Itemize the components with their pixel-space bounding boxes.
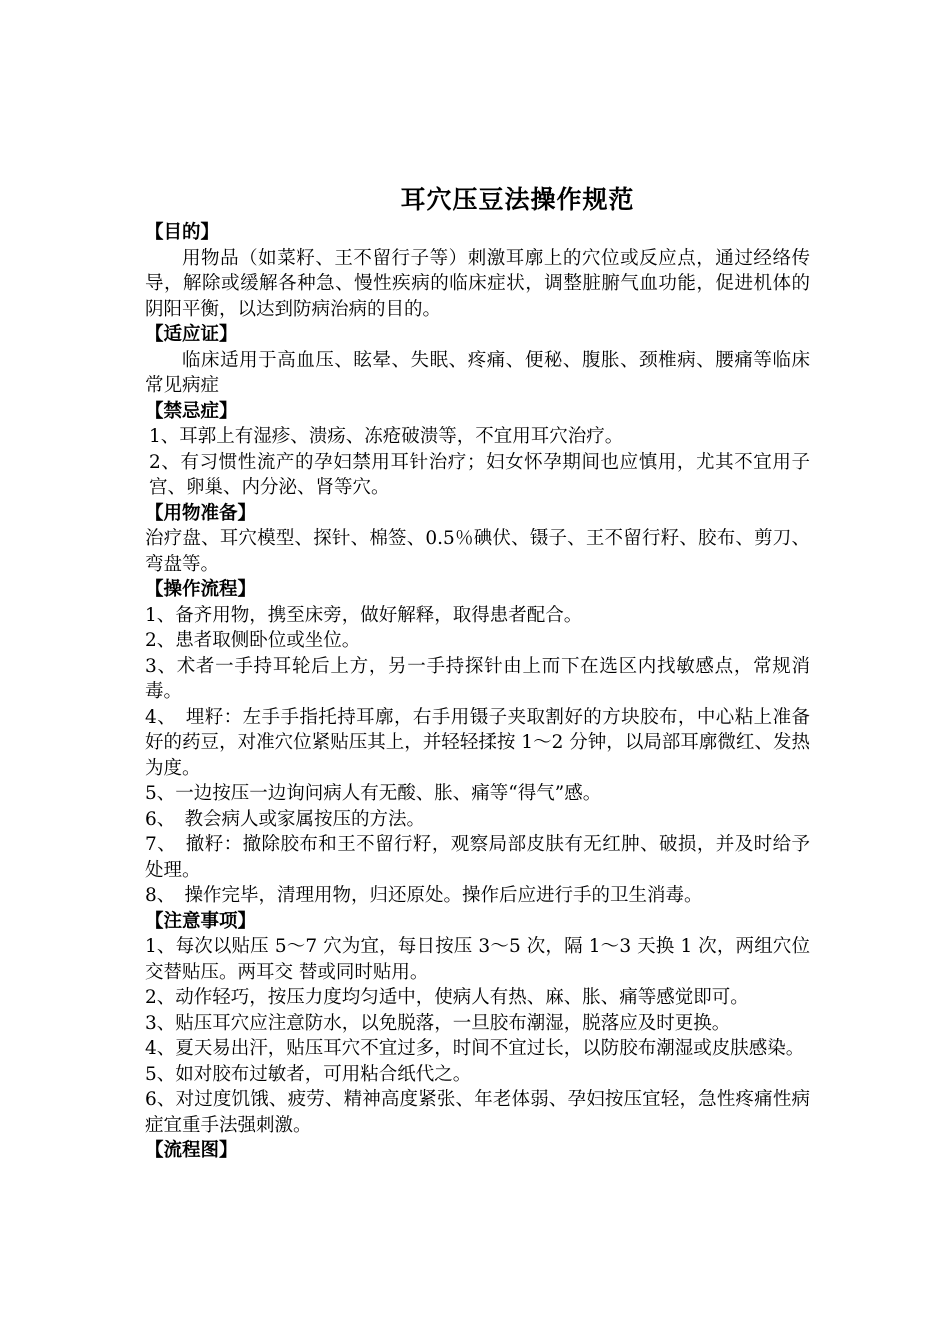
section-heading-procedure: 【操作流程】 [145,579,257,600]
purpose-paragraph: 用物品（如菜籽、王不留行子等）刺激耳廓上的穴位或反应点，通过经络传导，解除或缓解各种急、慢性疾病的临床症状，调整脏腑气血功能，促进机体的阴阳平衡，以达到防病治病的目的。 [145,247,810,320]
note-item: 2、动作轻巧，按压力度均匀适中，使病人有热、麻、胀、痛等感觉即可。 [145,987,749,1008]
contraindication-item: 1、耳郭上有湿疹、溃疡、冻疮破溃等，不宜用耳穴治疗。 [149,426,624,447]
note-item: 6、对过度饥饿、疲劳、精神高度紧张、年老体弱、孕妇按压宜轻，急性疼痛性病症宜重手法强刺激。 [145,1089,810,1136]
procedure-step: 6、 教会病人或家属按压的方法。 [145,808,426,830]
section-heading-supplies: 【用物准备】 [145,502,257,524]
contraindication-item: 2、有习惯性流产的孕妇禁用耳针治疗；妇女怀孕期间也应慎用，尤其不宜用子宫、卵巢、内分泌、肾等穴。 [149,451,810,498]
indications-paragraph: 临床适用于高血压、眩晕、失眠、疼痛、便秘、腹胀、颈椎病、腰痛等临床常见病症 [145,349,810,396]
page-title: 耳穴压豆法操作规范 [400,185,635,214]
section-heading-purpose: 【目的】 [145,222,220,243]
section-heading-contraindications: 【禁忌症】 [145,400,238,422]
procedure-step: 7、 撤籽：撤除胶布和王不留行籽，观察局部皮肤有无红肿、破损，并及时给予处理。 [145,834,810,881]
procedure-step: 4、 埋籽：左手手指托持耳廓，右手用镊子夹取割好的方块胶布，中心粘上准备好的药豆，对准穴位紧贴压其上，并轻轻揉按 1～2 分钟，以局部耳廓微红、发热为度。 [145,706,810,779]
note-item: 5、如对胶布过敏者，可用粘合纸代之。 [145,1063,472,1085]
section-heading-indications: 【适应证】 [145,324,238,345]
procedure-step: 2、患者取侧卧位或坐位。 [145,630,361,651]
supplies-paragraph: 治疗盘、耳穴模型、探针、棉签、0.5％碘伏、镊子、王不留行籽、胶布、剪刀、弯盘等。 [145,528,810,575]
note-item: 4、夏天易出汗，贴压耳穴不宜过多，时间不宜过长，以防胶布潮湿或皮肤感染。 [145,1038,805,1059]
document-page [145,182,810,1164]
procedure-step: 3、术者一手持耳轮后上方，另一手持探针由上而下在选区内找敏感点，常规消毒。 [145,655,810,702]
section-heading-notes: 【注意事项】 [145,910,257,932]
note-item: 1、每次以贴压 5～7 穴为宜，每日按压 3～5 次，隔 1～3 天换 1 次，两组穴位交替贴压。两耳交 替或同时贴用。 [145,936,810,983]
procedure-step: 1、备齐用物，携至床旁，做好解释，取得患者配合。 [145,604,583,626]
procedure-step: 8、 操作完毕，清理用物，归还原处。操作后应进行手的卫生消毒。 [145,885,703,906]
procedure-step: 5、一边按压一边询问病人有无酸、胀、痛等“得气”感。 [145,783,602,804]
section-heading-flowchart: 【流程图】 [145,1140,238,1161]
note-item: 3、贴压耳穴应注意防水，以免脱落，一旦胶布潮湿，脱落应及时更换。 [145,1012,731,1034]
